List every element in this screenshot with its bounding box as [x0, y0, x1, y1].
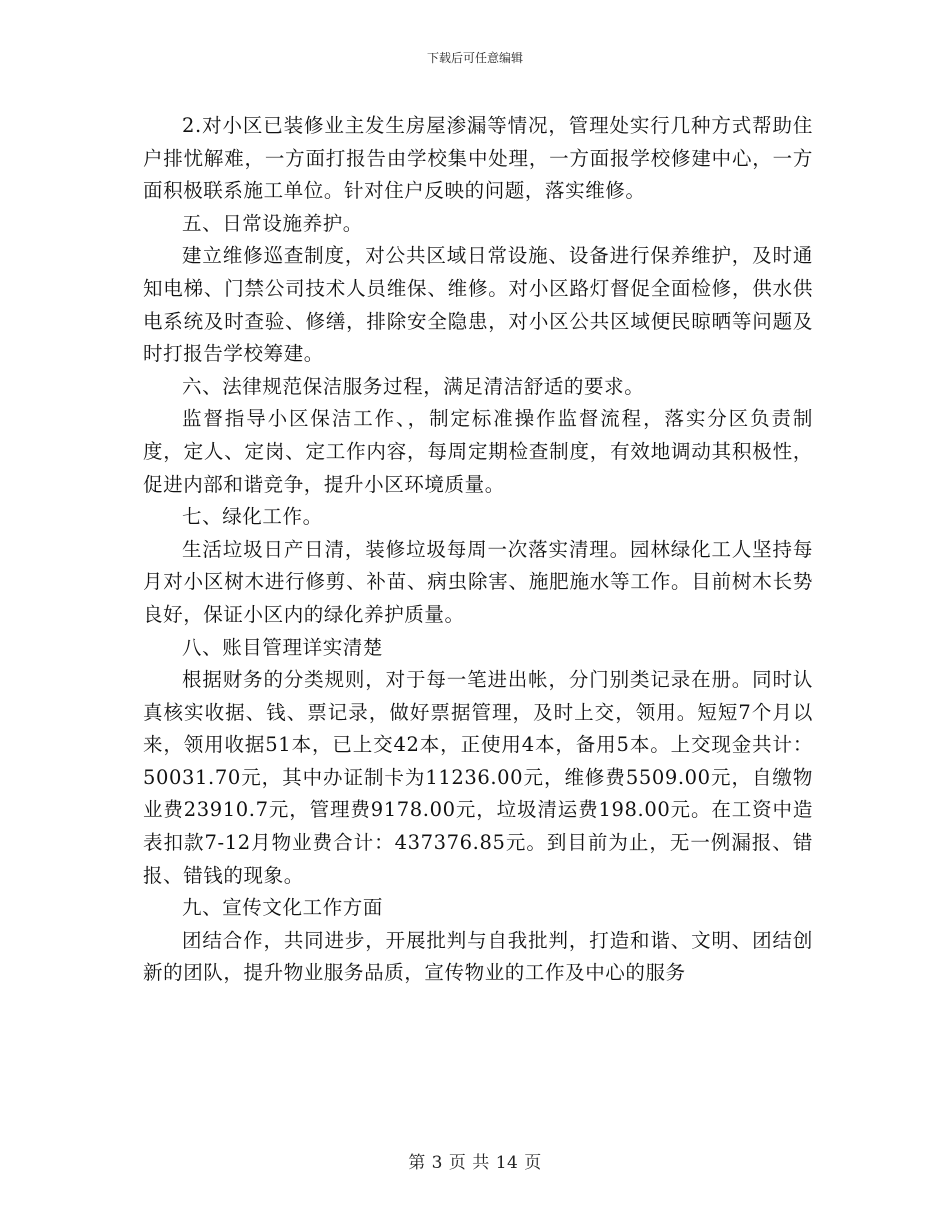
- section-heading-publicity: 九、宣传文化工作方面: [182, 896, 384, 920]
- page-number-footer: 第 3 页 共 14 页: [408, 1153, 542, 1173]
- section-heading-facility-maintenance: 五、日常设施养护。: [182, 211, 363, 235]
- paragraph-cleaning: 监督指导小区保洁工作、，制定标准操作监督流程，落实分区负责制度，定人、定岗、定工作内容，每周定期检查制度，有效地调动其积极性，促进内部和谐竞争，提升小区环境质量。: [143, 407, 813, 496]
- section-heading-greening: 七、绿化工作。: [182, 505, 323, 529]
- section-heading-accounts: 八、账目管理详实清楚: [182, 635, 384, 659]
- paragraph-facility-maintenance: 建立维修巡查制度，对公共区域日常设施、设备进行保养维护，及时通知电梯、门禁公司技术人员维保、维修。对小区路灯督促全面检修，供水供电系统及时查验、修缮，排除安全隐患，对小区公共区域便民晾晒等问题及时打报告学校筹建。: [143, 244, 813, 366]
- paragraph-accounts: 根据财务的分类规则，对于每一笔进出帐，分门别类记录在册。同时认真核实收据、钱、票记录，做好票据管理，及时上交，领用。短短7个月以来，领用收据51本，已上交42本，正使用4本，备用5本。上交现金共计：50031.70元，其中办证制卡为11236.00元，维修费5509.00元，自缴物业费23910.7元，管理费9178.00元，垃圾清运费198.00元。在工资中造表扣款7-12月物业费合计：437376.85元。到目前为止，无一例漏报、错报、错钱的现象。: [143, 668, 813, 887]
- document-body: [143, 110, 813, 990]
- section-heading-cleaning: 六、法律规范保洁服务过程，满足清洁舒适的要求。: [182, 374, 645, 398]
- paragraph-greening: 生活垃圾日产日清，装修垃圾每周一次落实清理。园林绿化工人坚持每月对小区树木进行修剪、补苗、病虫除害、施肥施水等工作。目前树木长势良好，保证小区内的绿化养护质量。: [143, 537, 813, 626]
- paragraph-repair-item-2: 2.对小区已装修业主发生房屋渗漏等情况，管理处实行几种方式帮助住户排忧解难，一方面打报告由学校集中处理，一方面报学校修建中心，一方面积极联系施工单位。针对住户反映的问题，落实维修。: [143, 114, 813, 203]
- paragraph-publicity: 团结合作，共同进步，开展批判与自我批判，打造和谐、文明、团结创新的团队，提升物业服务品质，宣传物业的工作及中心的服务: [143, 928, 813, 985]
- page-header: 下载后可任意编辑: [426, 51, 523, 65]
